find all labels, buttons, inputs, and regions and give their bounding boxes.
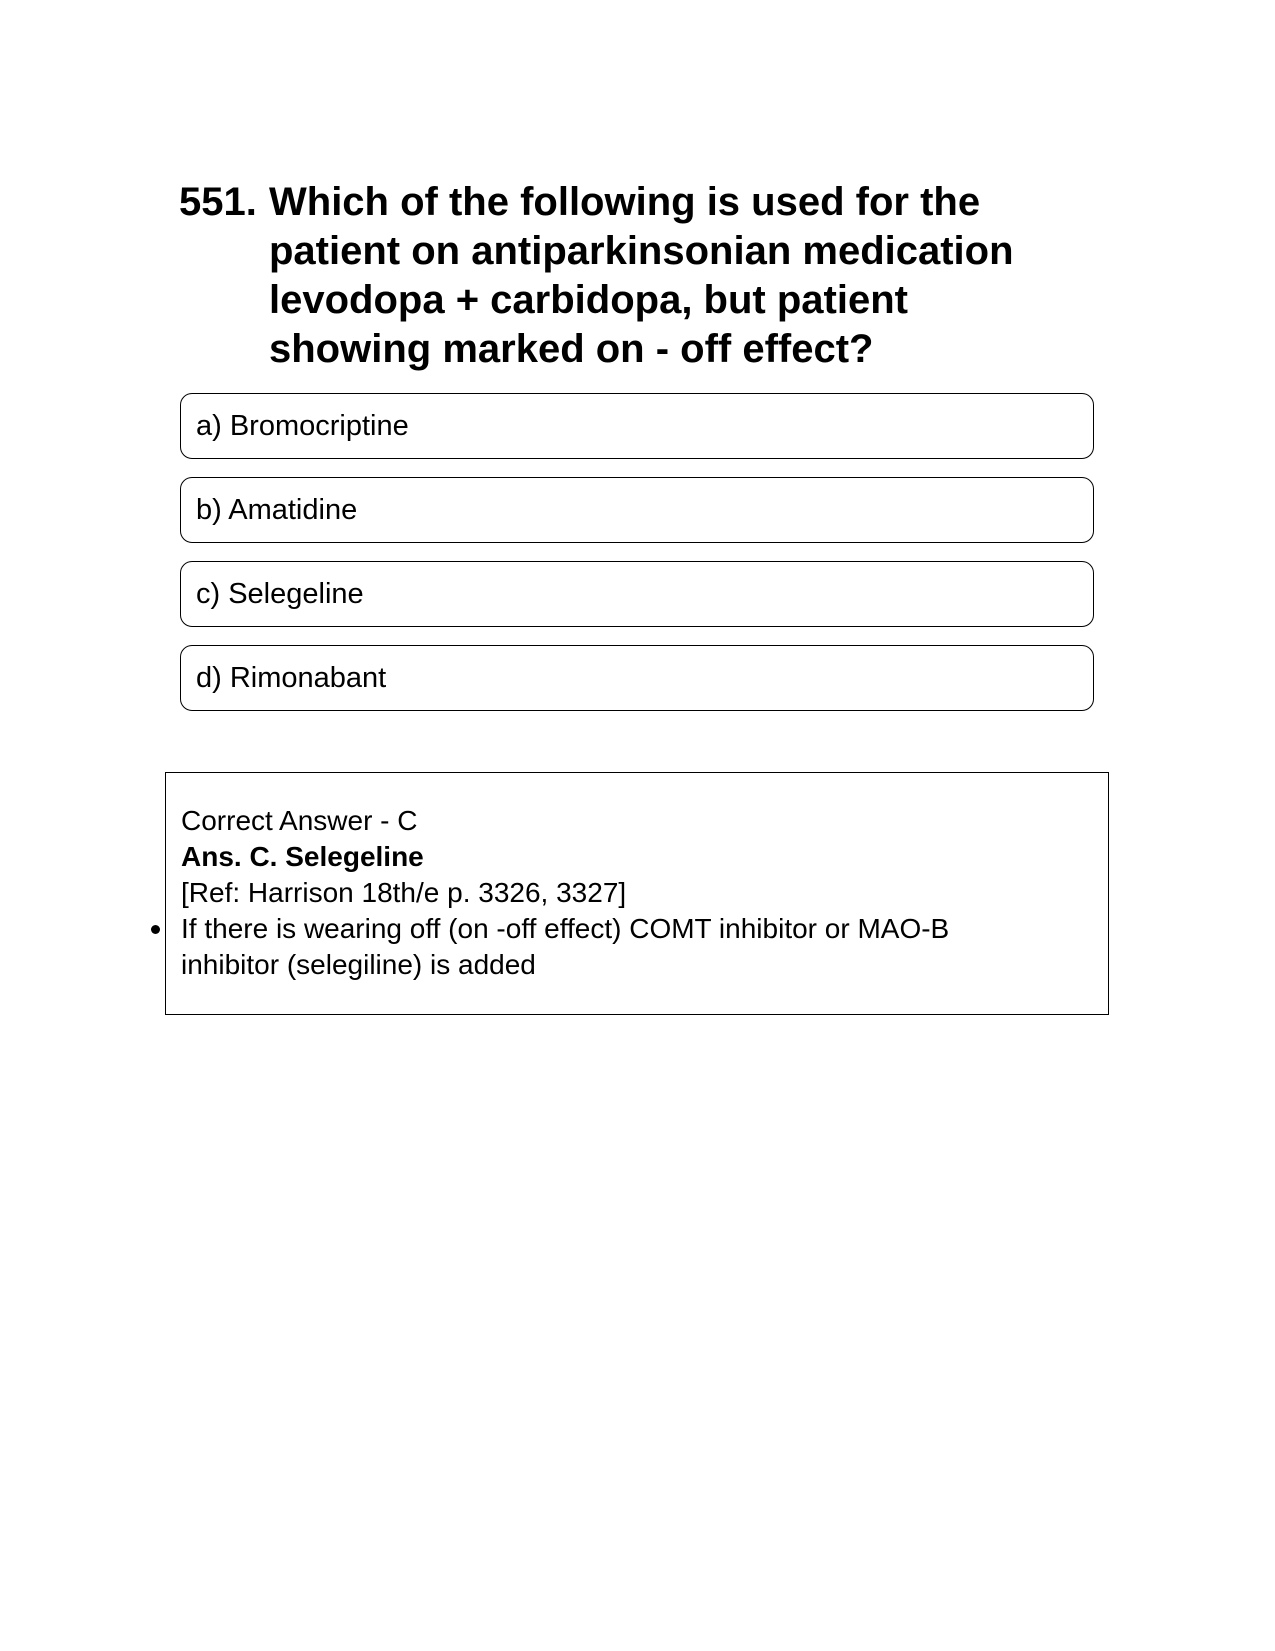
answer-bullet: If there is wearing off (on -off effect) COMT inhibitor or MAO-B inhibitor (selegiline) is added <box>181 913 950 980</box>
question <box>179 178 1079 374</box>
option-d[interactable]: d) Rimonabant <box>180 645 1094 711</box>
question-number: 551. <box>179 180 257 224</box>
option-a[interactable]: a) Bromocriptine <box>180 393 1094 459</box>
bullet-dot-icon <box>151 925 160 934</box>
answer-reference: [Ref: Harrison 18th/e p. 3326, 3327] <box>181 877 627 908</box>
option-c[interactable]: c) Selegeline <box>180 561 1094 627</box>
correct-answer: Correct Answer - C <box>181 805 418 836</box>
answer-title: Ans. C. Selegeline <box>181 841 424 872</box>
option-b[interactable]: b) Amatidine <box>180 477 1094 543</box>
question-text: Which of the following is used for the patient on antiparkinsonian medication levodopa + carbidopa, but patient showing marked on - off effect? <box>269 180 1014 371</box>
